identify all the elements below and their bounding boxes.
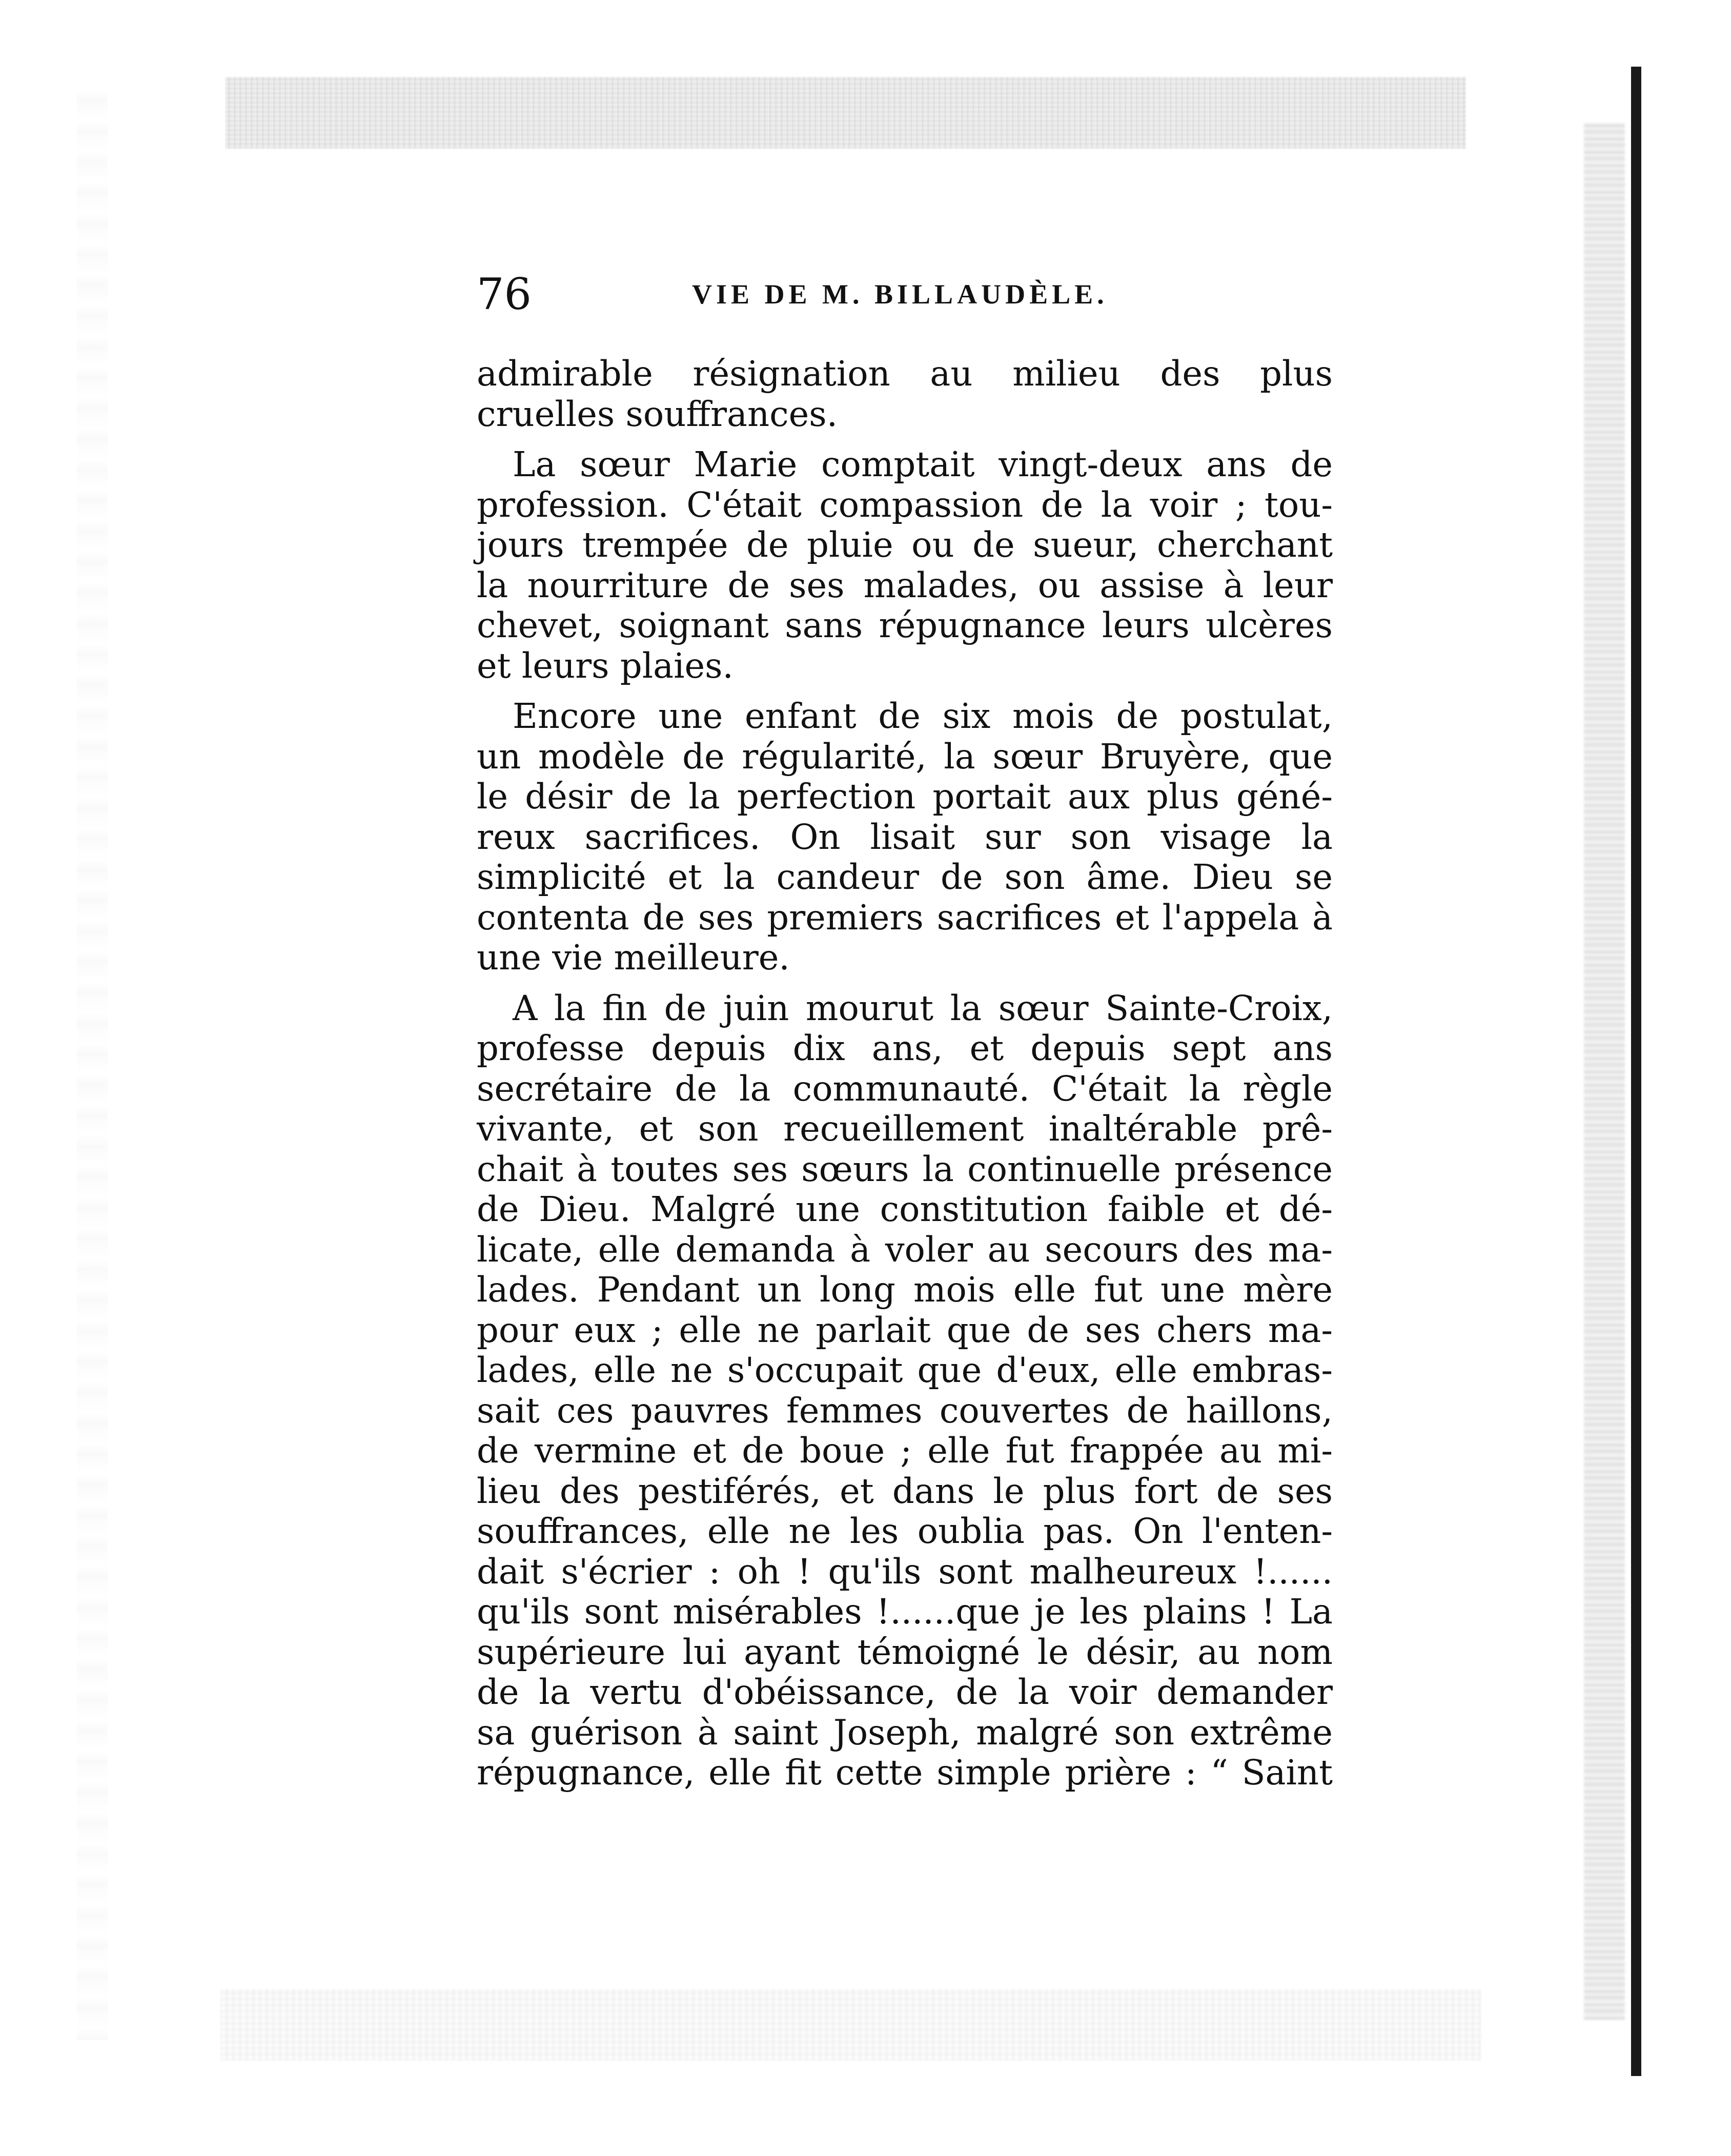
text-line: jours trempée de pluie ou de sueur, cherchant: [477, 525, 1333, 565]
text-line: profession. C'était compassion de la voir ; tou-: [477, 484, 1333, 525]
text-line: répugnance, elle fit cette simple prière : “ Saint: [477, 1753, 1333, 1793]
book-spine-edge: [1631, 67, 1641, 2076]
text-line: vivante, et son recueillement inaltérable prê-: [477, 1109, 1333, 1149]
text-line: souffrances, elle ne les oublia pas. On l'enten-: [477, 1511, 1333, 1551]
paragraph: [477, 988, 1333, 1793]
text-line: lades, elle ne s'occupait que d'eux, elle embras-: [477, 1350, 1333, 1390]
page-header: [477, 269, 1322, 326]
text-line: supérieure lui ayant témoigné le désir, au nom: [477, 1632, 1333, 1672]
scan-noise-bottom: [220, 1989, 1481, 2061]
text-line: A la fin de juin mourut la sœur Sainte-Croix,: [513, 988, 1333, 1028]
text-line: reux sacrifices. On lisait sur son visage la: [477, 817, 1333, 857]
paragraph: [477, 696, 1333, 978]
text-line: contenta de ses premiers sacrifices et l'appela à: [477, 897, 1333, 938]
text-line: pour eux ; elle ne parlait que de ses chers ma-: [477, 1310, 1333, 1350]
text-line: le désir de la perfection portait aux plus géné-: [477, 777, 1333, 817]
text-line: et leurs plaies.: [477, 645, 734, 686]
paragraph: [477, 444, 1333, 686]
scan-noise-top: [226, 77, 1466, 149]
text-line: Encore une enfant de six mois de postulat,: [513, 696, 1333, 736]
text-line: licate, elle demanda à voler au secours des ma-: [477, 1229, 1333, 1270]
text-line: chait à toutes ses sœurs la continuelle présence: [477, 1149, 1333, 1189]
text-line: dait s'écrier : oh ! qu'ils sont malheureux !......: [477, 1551, 1333, 1592]
text-line: lieu des pestiférés, et dans le plus fort de ses: [477, 1471, 1333, 1511]
text-line: de vermine et de boue ; elle fut frappée au mi-: [477, 1431, 1333, 1471]
text-line: une vie meilleure.: [477, 938, 790, 978]
paragraph: [477, 354, 1333, 434]
text-line: La sœur Marie comptait vingt-deux ans de: [513, 444, 1333, 484]
text-line: de Dieu. Malgré une constitution faible et dé-: [477, 1189, 1333, 1229]
text-line: secrétaire de la communauté. C'était la règle: [477, 1068, 1333, 1109]
scan-noise-left: [77, 92, 108, 2040]
text-line: la nourriture de ses malades, ou assise à leur: [477, 565, 1333, 605]
page-number: 76: [477, 269, 532, 319]
text-line: simplicité et la candeur de son âme. Dieu se: [477, 857, 1333, 897]
text-line: admirable résignation au milieu des plus: [477, 354, 1333, 394]
text-line: professe depuis dix ans, et depuis sept ans: [477, 1028, 1333, 1068]
text-line: sa guérison à saint Joseph, malgré son extrême: [477, 1712, 1333, 1753]
text-line: qu'ils sont misérables !......que je les plains ! La: [477, 1592, 1333, 1632]
text-line: sait ces pauvres femmes couvertes de haillons,: [477, 1390, 1333, 1431]
text-line: un modèle de régularité, la sœur Bruyère, que: [477, 736, 1333, 777]
text-line: chevet, soignant sans répugnance leurs ulcères: [477, 605, 1333, 645]
text-line: lades. Pendant un long mois elle fut une mère: [477, 1270, 1333, 1310]
spine-shadow: [1584, 123, 1625, 2020]
body-text: [477, 354, 1333, 1793]
text-line: de la vertu d'obéissance, de la voir demander: [477, 1672, 1333, 1712]
running-title: VIE DE M. BILLAUDÈLE.: [692, 279, 1108, 310]
text-line: cruelles souffrances.: [477, 394, 838, 434]
